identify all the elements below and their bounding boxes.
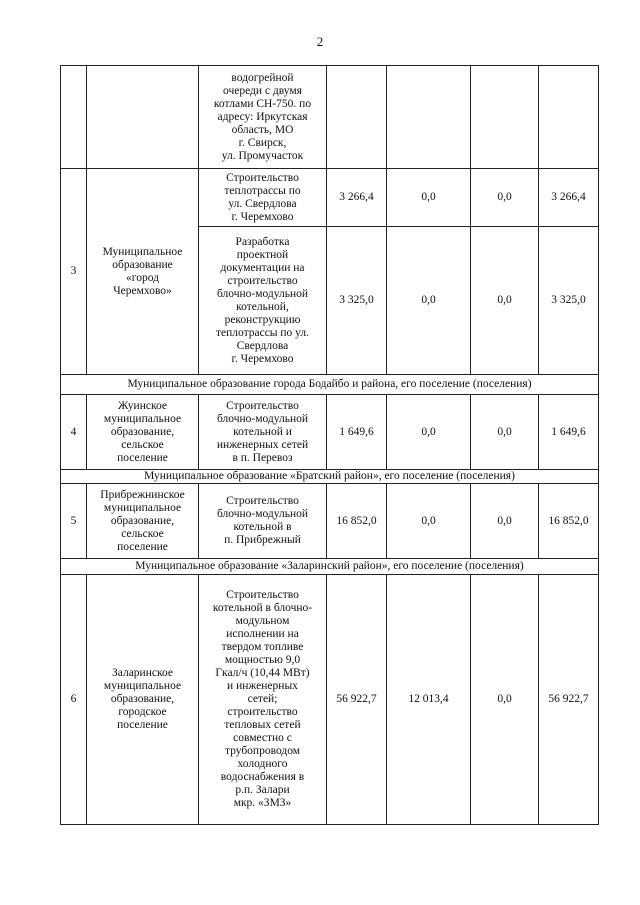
cell-value: 56 922,7 <box>327 575 387 825</box>
cell-value: 16 852,0 <box>327 484 387 559</box>
text-line: мкр. «ЗМЗ» <box>233 797 292 809</box>
cell-value: 0,0 <box>387 395 471 470</box>
cell-value: 1 649,6 <box>327 395 387 470</box>
table-row <box>61 484 599 559</box>
text-line: водогрейной <box>231 71 294 84</box>
text-line: Строительство <box>226 495 299 507</box>
text-line: ул. Свердлова <box>228 197 297 210</box>
cell-value: 0,0 <box>387 227 471 375</box>
table-row <box>61 66 599 169</box>
text-line: холодного <box>237 758 288 770</box>
cell-value: 0,0 <box>387 484 471 559</box>
text-line: исполнении на <box>226 628 299 640</box>
text-line: Строительство <box>226 589 299 601</box>
cell-value: 0,0 <box>471 484 539 559</box>
text-line: и инженерных <box>227 680 298 692</box>
text-line: котельной в <box>233 521 292 533</box>
text-line: сельское <box>121 527 164 540</box>
text-line: строительство <box>227 706 298 718</box>
table-row <box>61 169 599 227</box>
text-line: г. Черемхово <box>231 352 294 365</box>
table-row <box>61 575 599 825</box>
text-line: городское <box>118 706 167 718</box>
text-line: образование <box>112 258 173 271</box>
text-line: документации на <box>220 261 305 274</box>
cell-description <box>199 227 327 375</box>
cell-municipality <box>87 484 199 559</box>
section-title: Муниципальное образование «Братский район», его поселение (поселения) <box>61 470 599 484</box>
text-line: муниципальное <box>103 680 182 692</box>
funding-table <box>60 65 599 825</box>
cell-num: 5 <box>61 484 87 559</box>
cell-description <box>199 66 327 169</box>
cell-description <box>199 395 327 470</box>
text-line: проектной <box>236 248 289 261</box>
text-line: строительство <box>227 274 298 287</box>
text-line: Гкал/ч (10,44 МВт) <box>215 667 310 679</box>
section-row <box>61 470 599 484</box>
text-line: Жуинское <box>118 399 167 412</box>
text-line: Строительство <box>226 399 299 412</box>
text-line: р.п. Залари <box>235 784 290 796</box>
section-title: Муниципальное образование города Бодайбо и района, его поселение (поселения) <box>61 375 599 395</box>
cell-description <box>199 575 327 825</box>
text-line: поселение <box>117 540 168 553</box>
cell-value: 12 013,4 <box>387 575 471 825</box>
cell-num: 6 <box>61 575 87 825</box>
page-number: 2 <box>316 34 324 49</box>
text-line: котельной в блочно- <box>212 602 313 614</box>
text-line: теплотрассы по <box>224 184 301 197</box>
text-line: Свердлова <box>236 339 289 352</box>
text-line: модульном <box>235 615 290 627</box>
text-line: г. Черемхово <box>231 210 294 223</box>
cell-value: 0,0 <box>471 169 539 227</box>
text-line: теплотрассы по ул. <box>215 326 310 339</box>
text-line: в п. Перевоз <box>232 451 293 464</box>
text-line: образование, <box>110 514 175 527</box>
cell-value: 3 266,4 <box>327 169 387 227</box>
text-line: Заларинское <box>112 667 173 679</box>
text-line: трубопроводом <box>224 745 301 757</box>
text-line: котлами СН-750. по <box>213 97 312 110</box>
text-line: муниципальное <box>103 501 182 514</box>
text-line: очереди с двумя <box>223 84 302 97</box>
text-line: блочно-модульной <box>216 508 309 520</box>
text-line: котельной, <box>236 300 289 313</box>
text-line: блочно-модульной <box>216 287 309 300</box>
cell-num: 4 <box>61 395 87 470</box>
cell-value: 3 325,0 <box>539 227 599 375</box>
cell-value: 0,0 <box>471 575 539 825</box>
text-line: Прибрежнинское <box>100 488 185 501</box>
text-line: образование, <box>110 425 175 438</box>
text-line: твердом топливе <box>221 641 304 653</box>
text-line: Строительство <box>226 171 299 184</box>
cell-value: 1 649,6 <box>539 395 599 470</box>
cell-value: 0,0 <box>471 227 539 375</box>
cell-num: 3 <box>61 169 87 375</box>
text-line: тепловых сетей <box>224 719 301 731</box>
table-row <box>61 395 599 470</box>
text-line: Разработка <box>235 235 290 248</box>
section-row <box>61 375 599 395</box>
cell-municipality <box>87 395 199 470</box>
cell-municipality <box>87 169 199 375</box>
text-line: инженерных сетей <box>216 438 309 451</box>
text-line: г. Свирск, <box>238 136 287 149</box>
text-line: «город <box>126 271 159 284</box>
text-line: водоснабжения в <box>220 771 305 783</box>
section-row <box>61 559 599 575</box>
cell-description <box>199 484 327 559</box>
cell-num <box>61 66 87 169</box>
cell-value: 0,0 <box>471 395 539 470</box>
text-line: образование, <box>110 693 175 705</box>
cell-municipality <box>87 575 199 825</box>
cell-value: 16 852,0 <box>539 484 599 559</box>
text-line: мощностью 9,0 <box>224 654 301 666</box>
text-line: Муниципальное <box>102 245 183 258</box>
cell-value: 0,0 <box>387 169 471 227</box>
cell-value: 3 325,0 <box>327 227 387 375</box>
text-line: реконструкцию <box>224 313 301 326</box>
text-line: поселение <box>117 719 168 731</box>
text-line: муниципальное <box>103 412 182 425</box>
text-line: котельной и <box>233 425 292 438</box>
text-line: сельское <box>121 438 164 451</box>
section-title: Муниципальное образование «Заларинский район», его поселение (поселения) <box>61 559 599 575</box>
text-line: сетей; <box>247 693 278 705</box>
text-line: Черемхово» <box>113 284 172 297</box>
text-line: адресу: Иркутская <box>217 110 308 123</box>
cell-value: 56 922,7 <box>539 575 599 825</box>
cell-municipality <box>87 66 199 169</box>
text-line: область, МО <box>231 123 294 136</box>
cell-description <box>199 169 327 227</box>
text-line: ул. Промучасток <box>221 149 304 162</box>
text-line: блочно-модульной <box>216 412 309 425</box>
text-line: п. Прибрежный <box>224 534 301 546</box>
text-line: поселение <box>117 451 168 464</box>
text-line: совместно с <box>233 732 292 744</box>
cell-value: 3 266,4 <box>539 169 599 227</box>
